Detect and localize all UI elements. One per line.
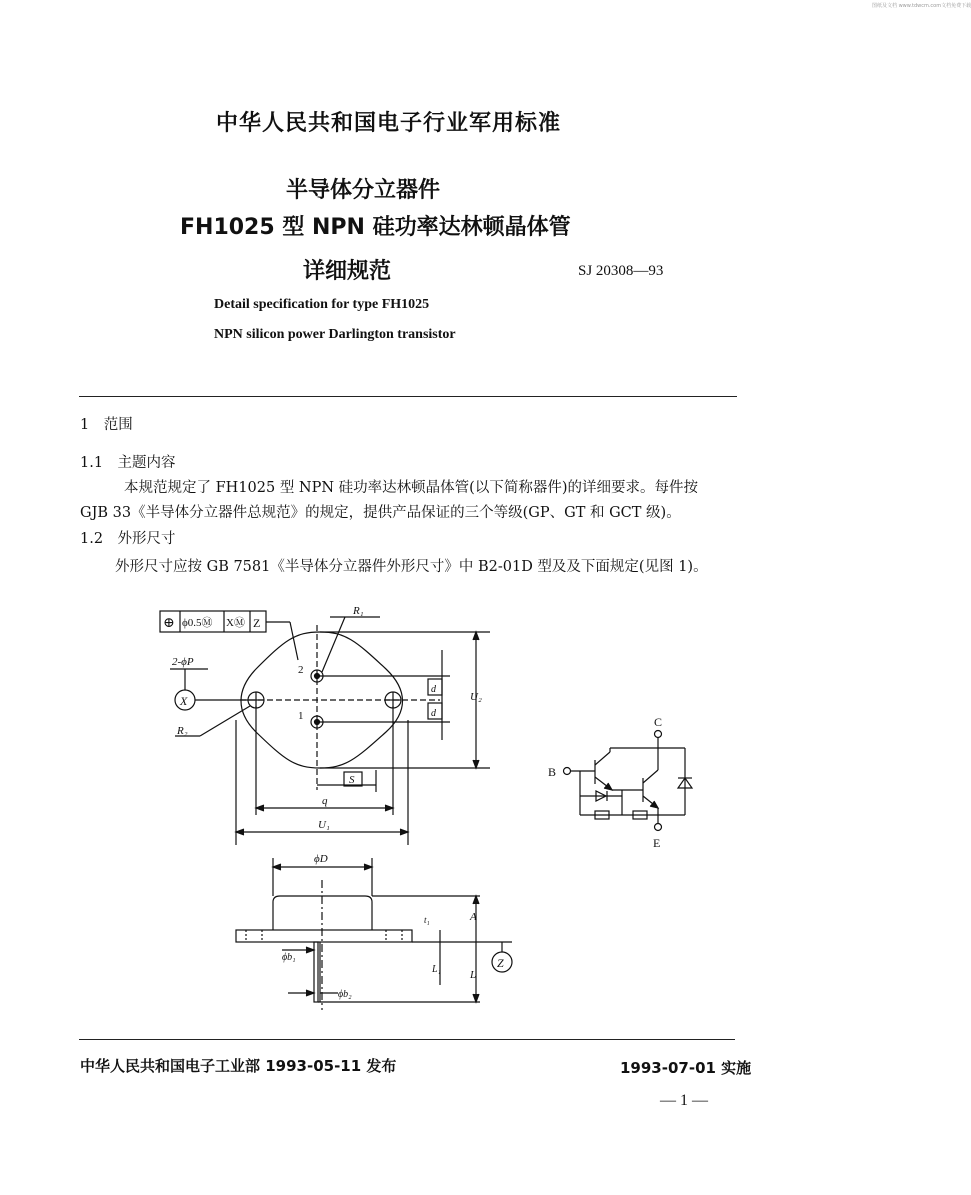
datum-z-ref: Z bbox=[253, 616, 261, 630]
document-title-line-3: 详细规范 bbox=[303, 259, 392, 284]
q-label: q bbox=[322, 795, 328, 807]
l-label: L bbox=[470, 969, 477, 981]
case-side-view bbox=[236, 853, 512, 1010]
tolerance-value: ϕ0.5Ⓜ bbox=[182, 617, 213, 629]
l1-label: L₁ bbox=[432, 964, 442, 975]
paragraph-1-line-1: 本规范规定了 FH1025 型 NPN 硅功率达林顿晶体管(以下简称器件)的详细要求。每件按 bbox=[124, 480, 698, 496]
section-1-1-heading: 1.1 主题内容 bbox=[80, 455, 176, 471]
u1-label: U₁ bbox=[318, 819, 330, 831]
datum-x-ref: XⓂ bbox=[226, 617, 245, 629]
figure-1-outline-drawing bbox=[0, 590, 950, 1030]
english-title-line-2: NPN silicon power Darlington transistor bbox=[214, 327, 456, 342]
publisher-line: 中华人民共和国电子工业部 1993-05-11 发布 bbox=[80, 1057, 397, 1075]
english-title-line-1: Detail specification for type FH1025 bbox=[214, 297, 430, 312]
effective-date: 1993-07-01 实施 bbox=[620, 1059, 752, 1077]
phi-b1-label: ϕb₁ bbox=[282, 952, 296, 963]
phi-b2-label: ϕb₂ bbox=[338, 989, 352, 1000]
datum-z-label: Z bbox=[497, 956, 504, 970]
collector-label: C bbox=[654, 715, 663, 729]
s-label: S bbox=[349, 774, 355, 786]
datum-x-callout bbox=[170, 656, 250, 737]
footer-divider bbox=[79, 1039, 735, 1040]
d-box-upper: d bbox=[431, 684, 436, 695]
dimension-u2 bbox=[428, 632, 482, 768]
radius-r2-label: R₂ bbox=[177, 725, 188, 737]
case-top-view bbox=[240, 605, 490, 790]
two-phi-p-label: 2-ϕP bbox=[172, 656, 194, 668]
agency-title: 中华人民共和国电子行业军用标准 bbox=[216, 111, 562, 136]
section-1-2-heading: 1.2 外形尺寸 bbox=[80, 531, 176, 547]
standard-number: SJ 20308—93 bbox=[578, 263, 664, 279]
base-label: B bbox=[548, 765, 557, 779]
darlington-circuit-symbol bbox=[548, 715, 692, 850]
page-number: — 1 — bbox=[660, 1092, 708, 1109]
u2-label: U₂ bbox=[470, 691, 482, 703]
document-title-line-1: 半导体分立器件 bbox=[286, 178, 441, 203]
d-box-lower: d bbox=[431, 708, 436, 719]
radius-r1-label: R₁ bbox=[353, 605, 364, 617]
emitter-label: E bbox=[653, 836, 661, 850]
header-divider bbox=[79, 396, 737, 397]
dimension-s-q-u1 bbox=[236, 706, 408, 845]
t1-label: t₁ bbox=[424, 915, 430, 925]
pin-1-label: 1 bbox=[298, 710, 304, 722]
datum-x-label: X bbox=[180, 694, 188, 708]
phi-d-label: ϕD bbox=[314, 853, 328, 865]
a-label: A bbox=[470, 911, 477, 923]
pin-2-label: 2 bbox=[298, 664, 304, 676]
corner-watermark: 图纸及文档 www.tdwcm.com文档免费下载 bbox=[872, 3, 971, 9]
paragraph-2: 外形尺寸应按 GB 7581《半导体分立器件外形尺寸》中 B2-01D 型及及下面规定(见图 1)。 bbox=[115, 559, 708, 575]
position-symbol: ⊕ bbox=[163, 616, 175, 631]
section-1-heading: 1 范围 bbox=[80, 417, 133, 433]
tolerance-frame bbox=[160, 611, 298, 660]
paragraph-1-line-2: GJB 33《半导体分立器件总规范》的规定，提供产品保证的三个等级(GP、GT 和 GCT 级)。 bbox=[80, 505, 681, 521]
document-title-line-2: FH1025 型 NPN 硅功率达林顿晶体管 bbox=[180, 215, 571, 240]
